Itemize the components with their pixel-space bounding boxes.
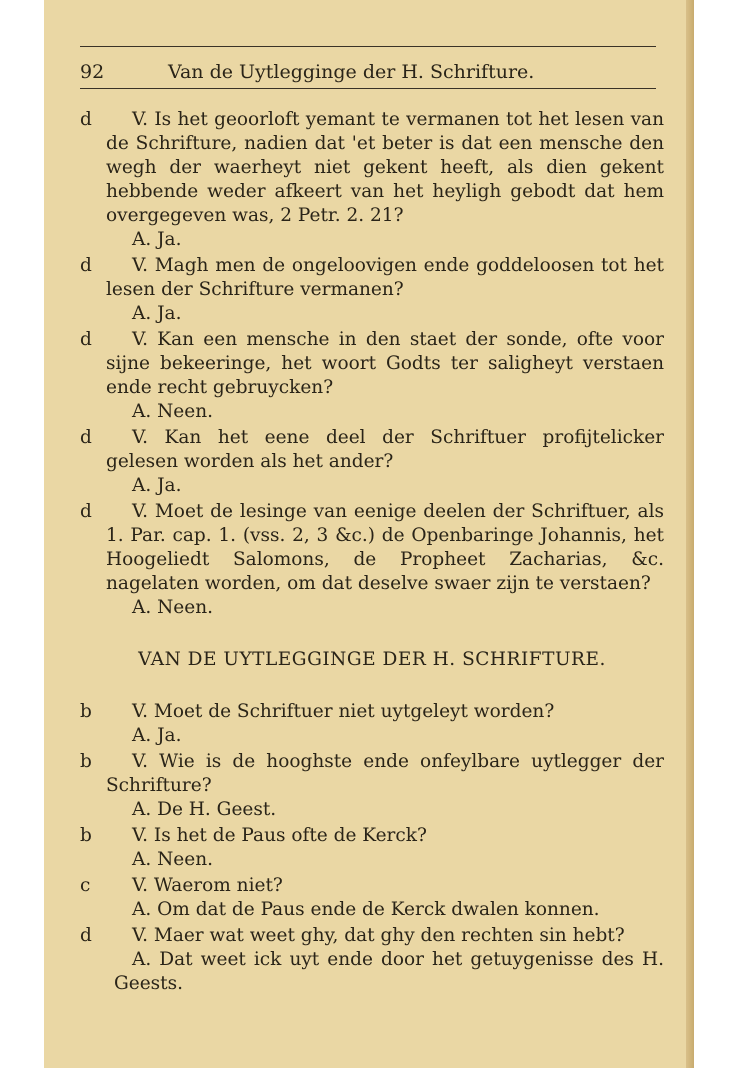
- question: V. Kan een mensche in den staet der sonde, ofte voor sijne bekeeringe, het woort Godts ter saligheyt verstaen ende recht gebruycken?: [106, 329, 664, 398]
- running-head: [80, 58, 656, 86]
- question: V. Moet de Schriftuer niet uytgeleyt worden?: [132, 701, 555, 722]
- book-page: [44, 0, 694, 1068]
- qa-entry: [80, 426, 664, 498]
- question: V. Wie is de hooghste ende onfeylbare uytlegger der Schrifture?: [106, 751, 664, 796]
- margin-mark: d: [80, 109, 92, 130]
- answer: A. De H. Geest.: [132, 799, 277, 820]
- margin-mark: b: [80, 701, 92, 722]
- answer: A. Ja.: [132, 229, 182, 250]
- qa-entry: [80, 824, 664, 872]
- answer: A. Neen.: [132, 597, 214, 618]
- qa-entry: [80, 874, 664, 922]
- question: V. Waerom niet?: [132, 875, 283, 896]
- margin-mark: d: [80, 427, 92, 448]
- question: V. Moet de lesinge van eenige deelen der Schriftuer, als 1. Par. cap. 1. (vss. 2, 3 &c.) de Openbaringe Johannis, het Hoogeliedt Salomons, de Propheet Zacharias, &c. nagelaten worden, om dat deselve swaer zijn te verstaen?: [106, 501, 664, 594]
- qa-entry: [80, 328, 664, 424]
- qa-entry: [80, 108, 664, 252]
- running-title: Van de Uytlegginge der H. Schrifture.: [168, 61, 535, 83]
- margin-mark: b: [80, 825, 92, 846]
- question: V. Magh men de ongeloovigen ende goddeloosen tot het lesen der Schrifture vermanen?: [106, 255, 664, 300]
- answer: A. Ja.: [132, 725, 182, 746]
- qa-entry: [80, 750, 664, 822]
- question: V. Kan het eene deel der Schriftuer profijtelicker gelesen worden als het ander?: [106, 427, 664, 472]
- question: V. Maer wat weet ghy, dat ghy den rechten sin hebt?: [132, 925, 625, 946]
- body-text: [80, 108, 664, 998]
- page-edge: [686, 0, 694, 1068]
- margin-mark: d: [80, 501, 92, 522]
- answer: A. Dat weet ick uyt ende door het getuygenisse des H. Geests.: [114, 949, 664, 994]
- question: V. Is het de Paus ofte de Kerck?: [132, 825, 427, 846]
- answer: A. Neen.: [132, 849, 214, 870]
- answer: A. Ja.: [132, 475, 182, 496]
- margin-mark: d: [80, 925, 92, 946]
- header-rule-top: [80, 46, 656, 47]
- header-rule-bottom: [80, 88, 656, 89]
- section-heading: VAN DE UYTLEGGINGE DER H. SCHRIFTURE.: [138, 649, 606, 670]
- margin-mark: d: [80, 255, 92, 276]
- page-number: 92: [80, 61, 105, 83]
- margin-mark: c: [80, 875, 91, 896]
- qa-entry: [80, 924, 664, 996]
- answer: A. Neen.: [132, 401, 214, 422]
- answer: A. Om dat de Paus ende de Kerck dwalen konnen.: [132, 899, 600, 920]
- question: V. Is het geoorloft yemant te vermanen tot het lesen van de Schrifture, nadien dat 'et beter is dat een mensche den wegh der waerheyt niet gekent heeft, als dien gekent hebbende weder afkeert van het heyligh gebodt dat hem overgegeven was, 2 Petr. 2. 21?: [106, 109, 664, 226]
- qa-entry: [80, 700, 664, 748]
- margin-mark: d: [80, 329, 92, 350]
- qa-entry: [80, 254, 664, 326]
- answer: A. Ja.: [132, 303, 182, 324]
- qa-entry: [80, 500, 664, 620]
- margin-mark: b: [80, 751, 92, 772]
